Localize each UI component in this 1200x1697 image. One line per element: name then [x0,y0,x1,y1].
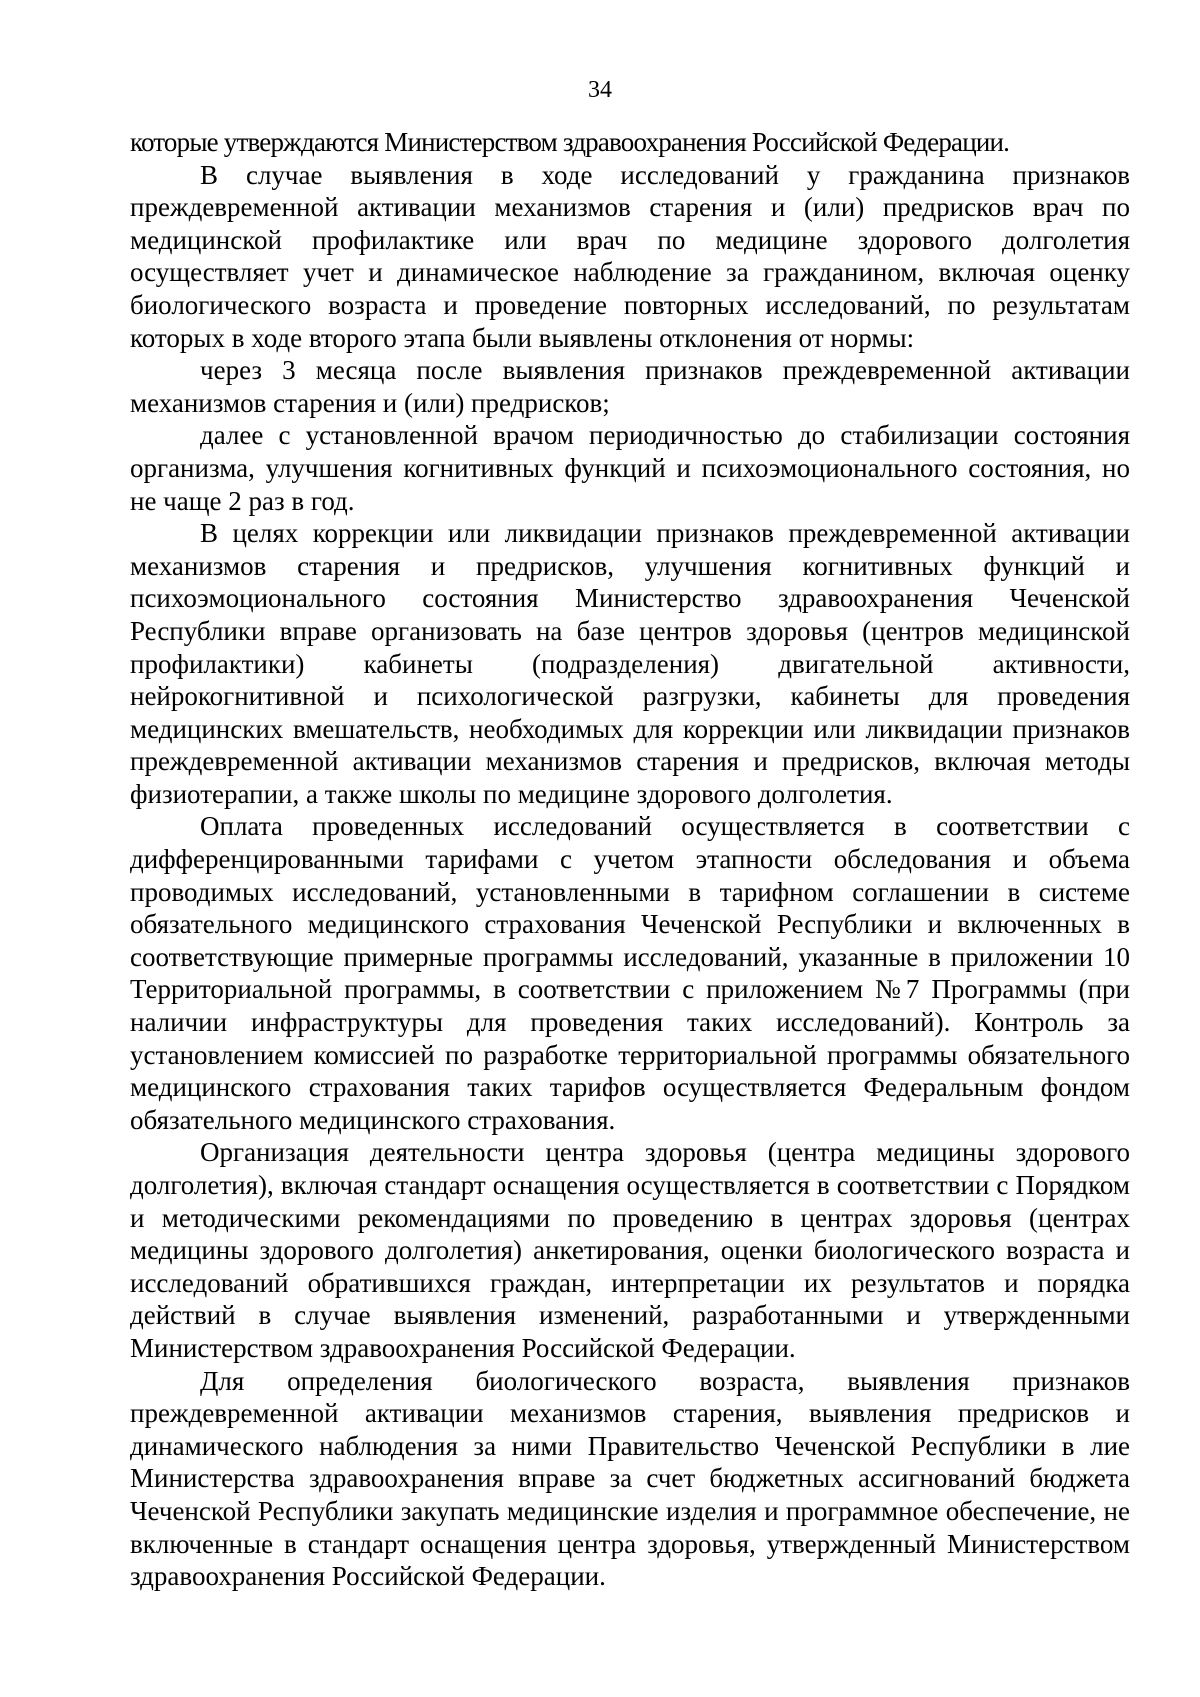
paragraph-payment: Оплата проведенных исследований осуществляется в соответствии с дифференцированными тарифами с учетом этапности обследования и объема проводимых исследований, установленными в тарифном соглашении в системе обязательного медицинского страхования Чеченской Республики и включенных в соответствующие примерные программы исследований, указанные в приложении 10 Территориальной программы, в соответствии с приложением №7 Программы (при наличии инфраструктуры для проведения таких исследований). Контроль за установлением комиссией по разработке территориальной программы обязательного медицинского страхования таких тарифов осуществляется Федеральным фондом обязательного медицинского страхования. [130,811,1130,1135]
paragraph-risk-detection: В случае выявления в ходе исследований у гражданина признаков преждевременной активации механизмов старения и (или) предрисков врач по медицинской профилактике или врач по медицине здорового долголетия осуществляет учет и динамическое наблюдение за гражданином, включая оценку биологического возраста и проведение повторных исследований, по результатам которых в ходе второго этапа были выявлены отклонения от нормы: [130,159,1130,353]
page-number: 34 [588,77,612,103]
paragraph-three-months: через 3 месяца после выявления признаков преждевременной активации механизмов старения и (или) предрисков; [130,355,1130,418]
paragraph-continuation: которые утверждаются Министерством здравоохранения Российской Федерации. [130,127,1010,157]
paragraph-correction-rooms: В целях коррекции или ликвидации признаков преждевременной активации механизмов старения и предрисков, улучшения когнитивных функций и психоэмоционального состояния Министерство здравоохранения Чеченской Республики вправе организовать на базе центров здоровья (центров медицинской профилактики) кабинеты (подразделения) двигательной активности, нейрокогнитивной и психологической разгрузки, кабинеты для проведения медицинских вмешательств, необходимых для коррекции или ликвидации признаков преждевременной активации механизмов старения и предрисков, включая методы физиотерапии, а также школы по медицине здорового долголетия. [130,518,1130,809]
paragraph-health-center-organization: Организация деятельности центра здоровья (центра медицины здорового долголетия), включая стандарт оснащения осуществляется в соответствии с Порядком и методическими рекомендациями по проведению в центрах здоровья (центрах медицины здорового долголетия) анкетирования, оценки биологического возраста и исследований обратившихся граждан, интерпретации их результатов и порядка действий в случае выявления изменений, разработанными и утвержденными Министерством здравоохранения Российской Федерации. [130,1137,1130,1363]
paragraph-biological-age-procurement: Для определения биологического возраста, выявления признаков преждевременной активации механизмов старения, выявления предрисков и динамического наблюдения за ними Правительство Чеченской Республики в лие Министерства здравоохранения вправе за счет бюджетных ассигнований бюджета Чеченской Республики закупать медицинские изделия и программное обеспечение, не включенные в стандарт оснащения центра здоровья, утвержденный Министерством здравоохранения Российской Федерации. [130,1365,1130,1592]
paragraph-periodicity: далее с установленной врачом периодичностью до стабилизации состояния организма, улучшения когнитивных функций и психоэмоционального состояния, но не чаще 2 раз в год. [130,420,1130,516]
document-body [130,126,1130,1593]
